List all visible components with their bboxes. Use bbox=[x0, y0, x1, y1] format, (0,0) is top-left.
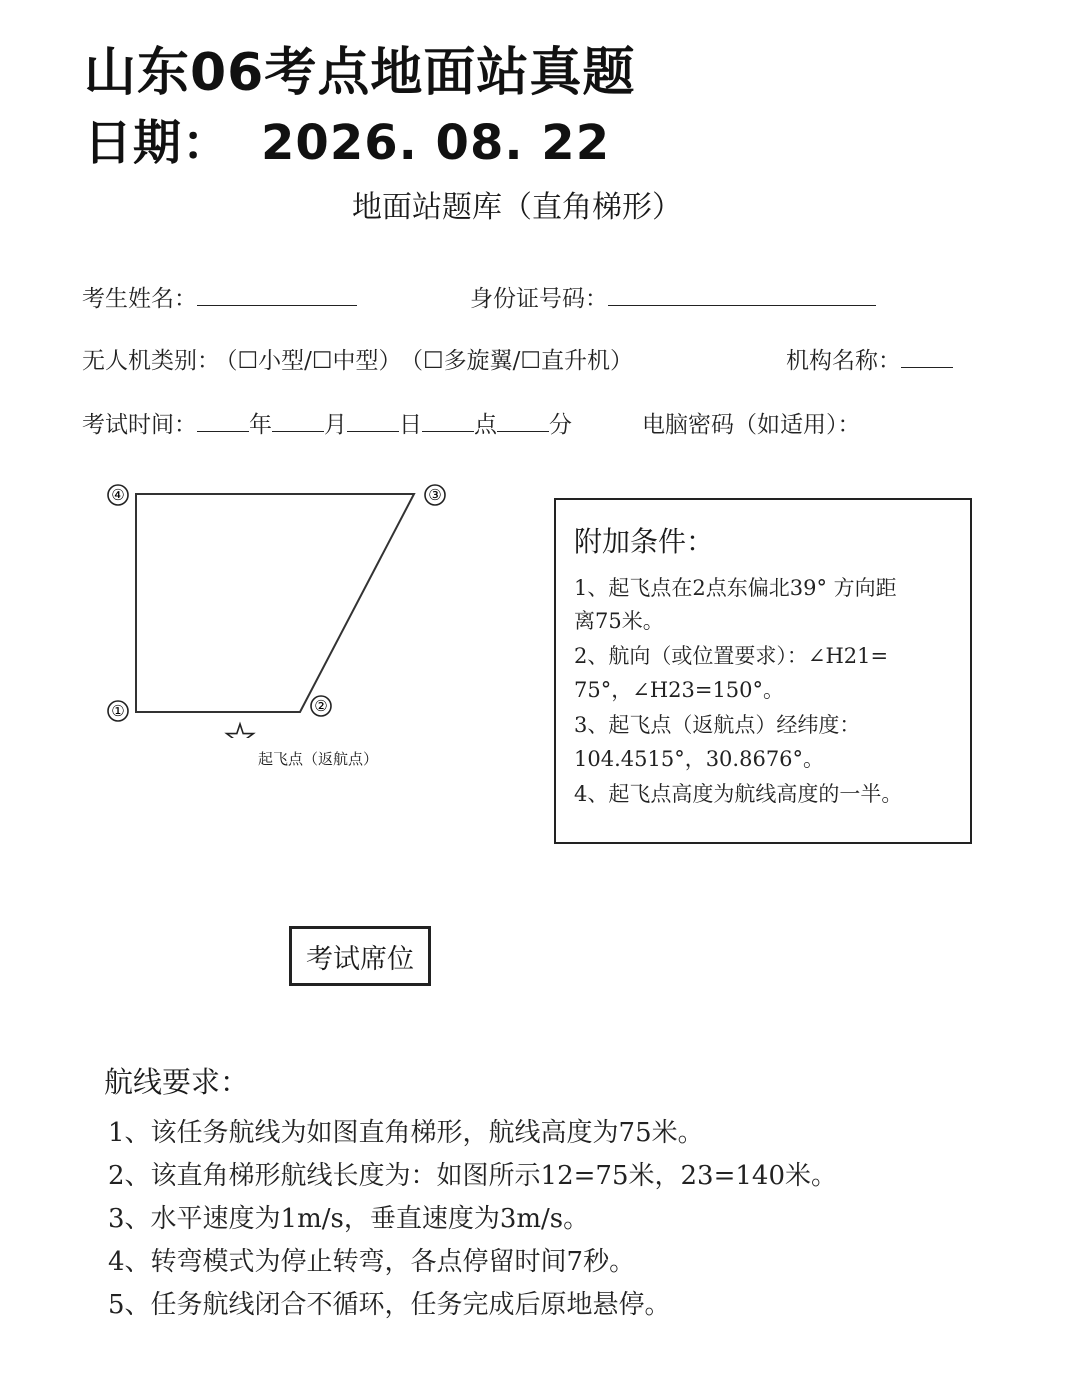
route-requirement-item: 4、转弯模式为停止转弯，各点停留时间7秒。 bbox=[108, 1247, 636, 1277]
password-label: 电脑密码（如适用）： bbox=[642, 412, 861, 438]
hour-label: 点 bbox=[474, 412, 497, 438]
minute-label: 分 bbox=[549, 412, 572, 438]
takeoff-point-legend: 起飞点（返航点） bbox=[258, 750, 379, 768]
exam-date bbox=[84, 104, 610, 173]
day-blank[interactable] bbox=[347, 411, 399, 432]
svg-text:③: ③ bbox=[428, 486, 442, 504]
svg-text:①: ① bbox=[111, 702, 125, 720]
condition-line: 3、起飞点（返航点）经纬度： bbox=[574, 713, 861, 737]
minute-blank[interactable] bbox=[497, 411, 549, 432]
exam-seat-box bbox=[289, 926, 431, 986]
condition-line: 离75米。 bbox=[574, 609, 664, 633]
uav-size-options[interactable]: （☐小型/☐中型） bbox=[226, 348, 402, 374]
name-label: 考生姓名： bbox=[82, 286, 197, 312]
org-label: 机构名称： bbox=[786, 348, 901, 374]
additional-conditions-box bbox=[554, 498, 972, 844]
id-field bbox=[470, 280, 876, 313]
exam-time-label: 考试时间： bbox=[82, 412, 197, 438]
svg-text:④: ④ bbox=[111, 486, 125, 504]
page-title: 山东06考点地面站真题 bbox=[84, 43, 636, 103]
hour-blank[interactable] bbox=[422, 411, 474, 432]
star-icon bbox=[227, 724, 254, 738]
point-4-marker bbox=[108, 485, 128, 505]
year-blank[interactable] bbox=[197, 411, 249, 432]
org-blank[interactable] bbox=[901, 347, 953, 368]
month-label: 月 bbox=[324, 412, 347, 438]
trapezoid-route bbox=[136, 494, 414, 712]
exam-time-field bbox=[82, 406, 572, 439]
name-field bbox=[82, 280, 357, 313]
condition-line: 2、航向（或位置要求）：∠H21= bbox=[574, 644, 889, 668]
uav-category-field bbox=[82, 342, 633, 375]
day-label: 日 bbox=[399, 412, 422, 438]
date-label: 日期： bbox=[84, 115, 232, 171]
point-2-marker bbox=[311, 696, 331, 716]
route-requirement-item: 5、任务航线闭合不循环，任务完成后原地悬停。 bbox=[108, 1290, 671, 1320]
conditions-title: 附加条件： bbox=[574, 525, 715, 558]
route-requirement-item: 3、水平速度为1m/s，垂直速度为3m/s。 bbox=[108, 1204, 590, 1234]
id-label: 身份证号码： bbox=[470, 286, 608, 312]
uav-type-options[interactable]: （☐多旋翼/☐直升机） bbox=[411, 348, 633, 374]
condition-line: 104.4515°，30.8676°。 bbox=[574, 747, 825, 771]
id-blank[interactable] bbox=[608, 285, 876, 306]
route-requirements-title: 航线要求： bbox=[104, 1065, 250, 1099]
point-3-marker bbox=[425, 485, 445, 505]
org-field bbox=[786, 342, 953, 375]
condition-line: 1、起飞点在2点东偏北39° 方向距 bbox=[574, 576, 897, 600]
svg-text:②: ② bbox=[314, 697, 328, 715]
date-value: 2026. 08. 22 bbox=[261, 115, 611, 171]
exam-seat-label: 考试席位 bbox=[306, 943, 414, 975]
uav-category-label: 无人机类别： bbox=[82, 348, 220, 374]
month-blank[interactable] bbox=[272, 411, 324, 432]
condition-line: 4、起飞点高度为航线高度的一半。 bbox=[574, 782, 903, 806]
route-diagram bbox=[100, 478, 460, 738]
point-1-marker bbox=[108, 701, 128, 721]
route-requirement-item: 1、该任务航线为如图直角梯形，航线高度为75米。 bbox=[108, 1118, 704, 1148]
year-label: 年 bbox=[249, 412, 272, 438]
route-requirement-item: 2、该直角梯形航线长度为：如图所示12=75米，23=140米。 bbox=[108, 1161, 837, 1191]
condition-line: 75°，∠H23=150°。 bbox=[574, 678, 785, 702]
document-subtitle: 地面站题库（直角梯形） bbox=[352, 190, 682, 225]
name-blank[interactable] bbox=[197, 285, 357, 306]
